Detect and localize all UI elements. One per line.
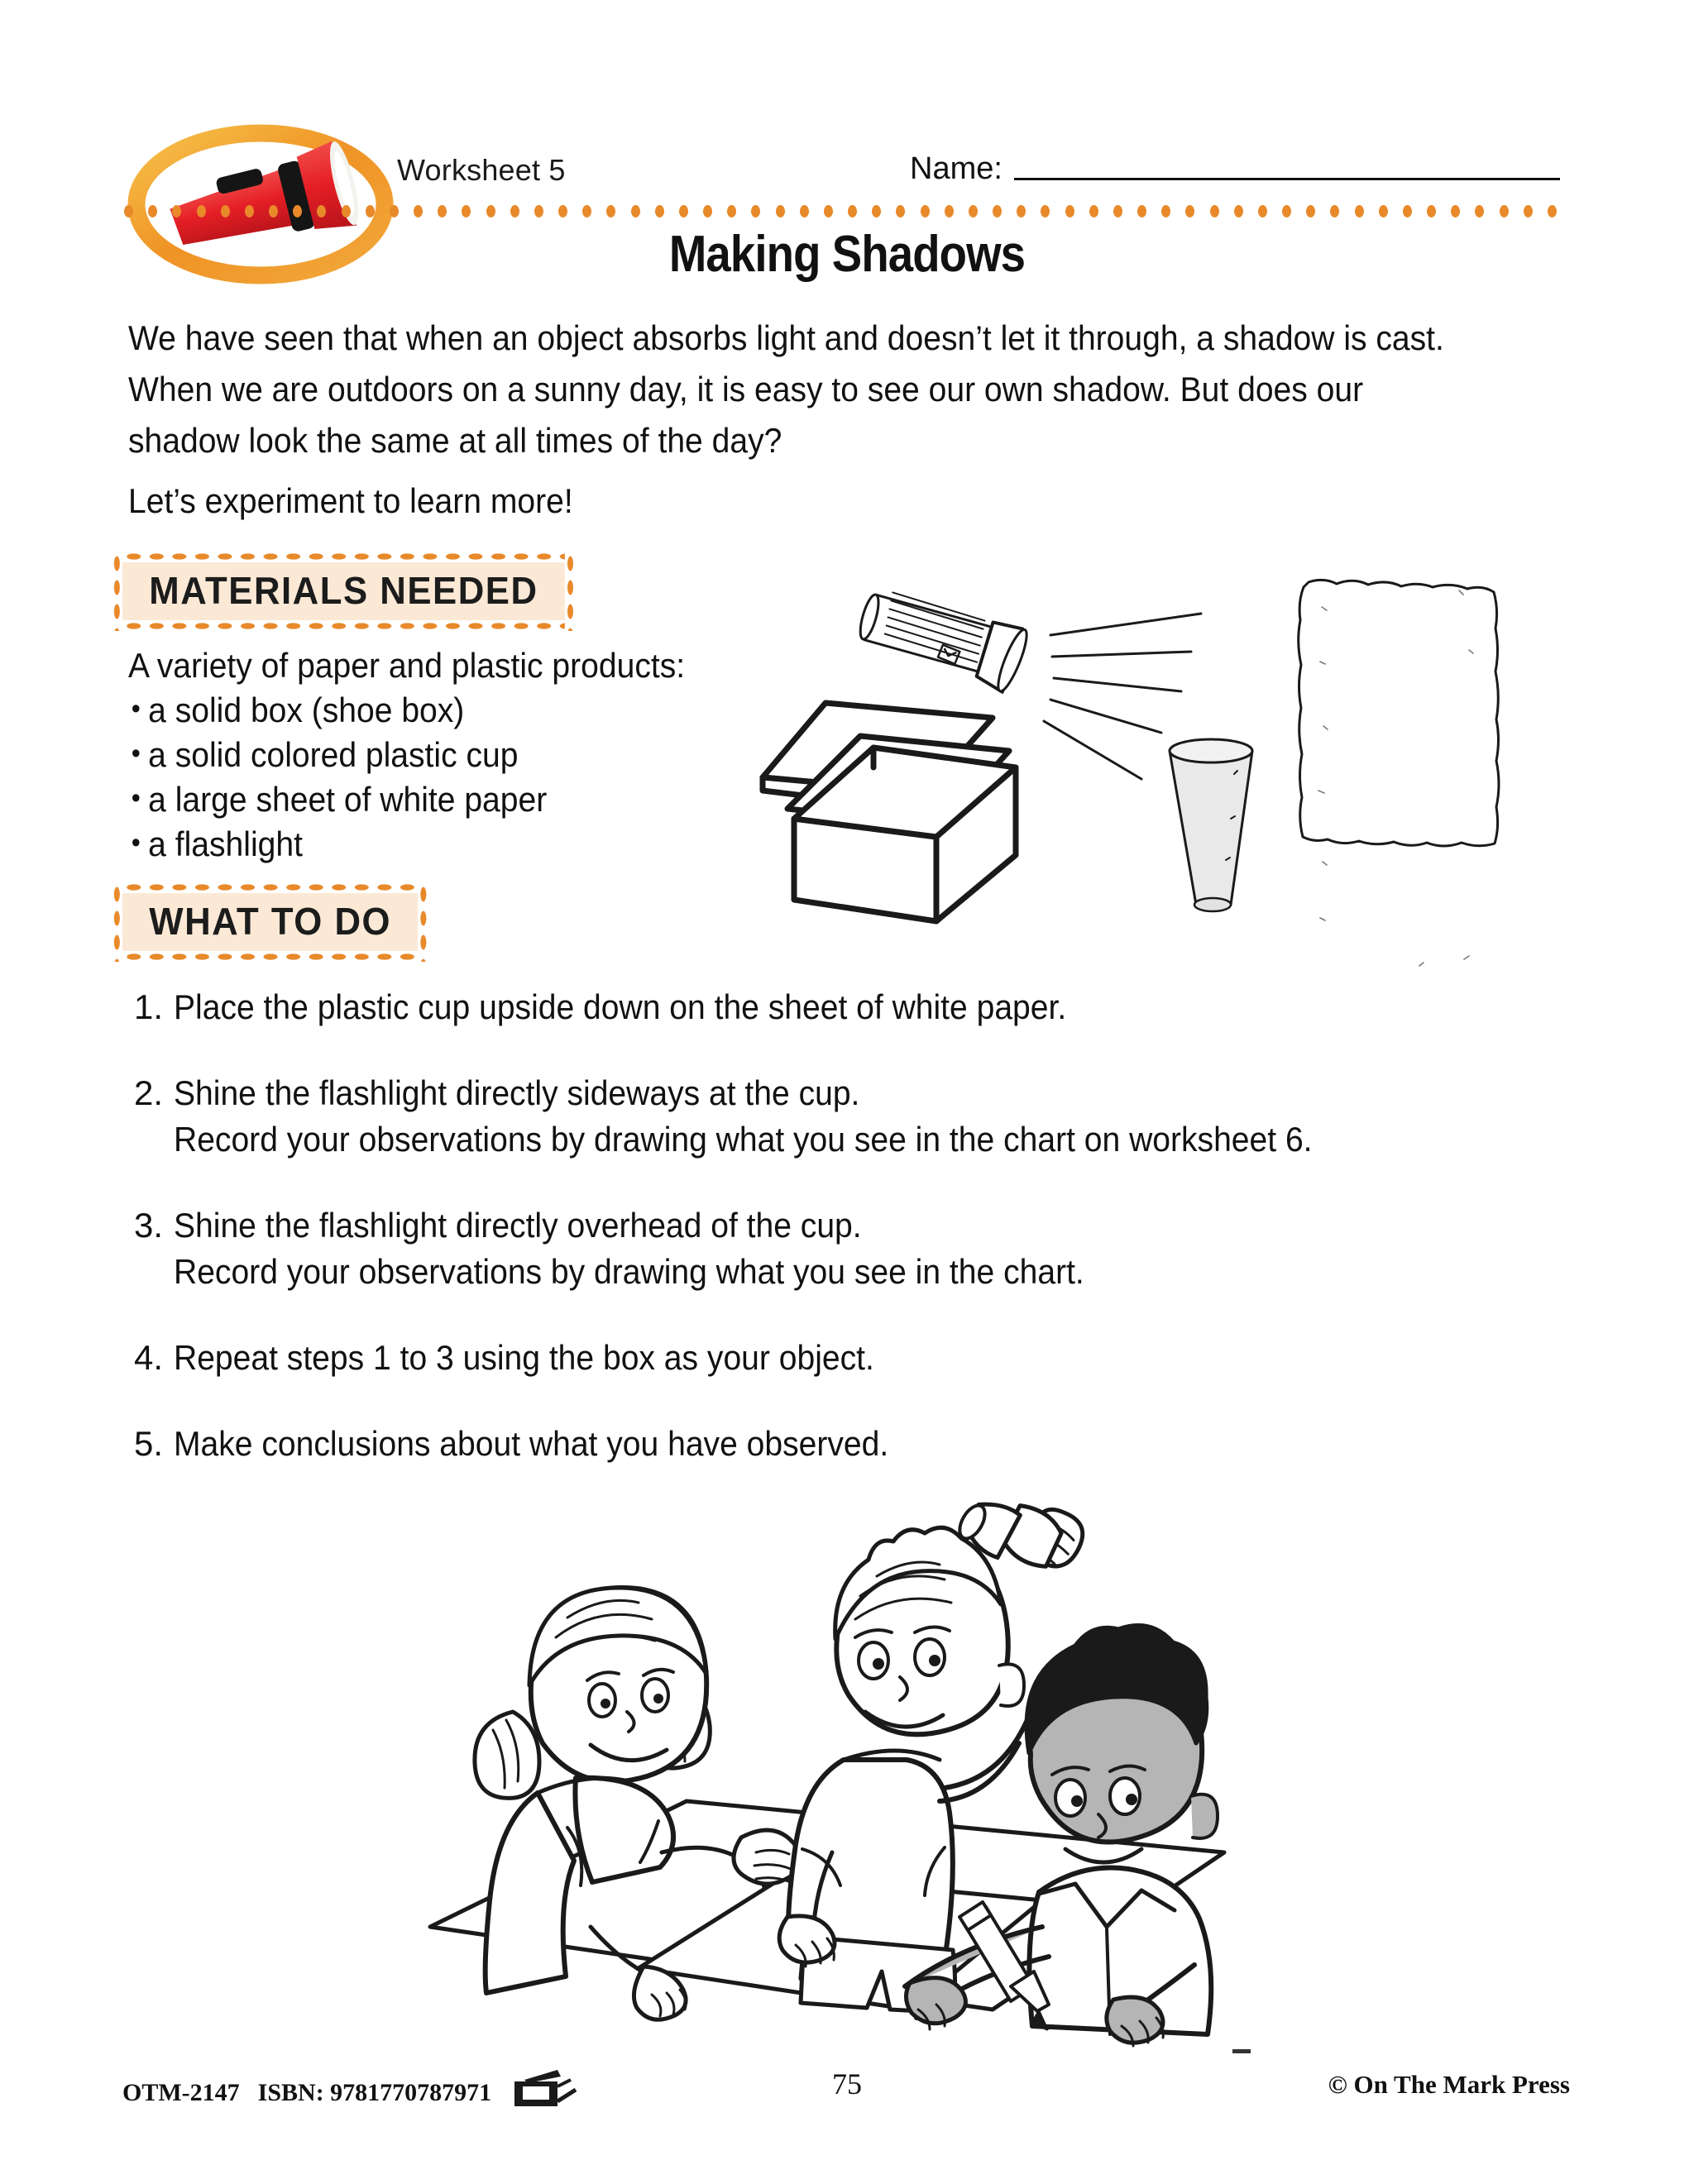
divider-dot <box>462 205 471 217</box>
header-dotted-divider <box>124 205 1572 218</box>
divider-dot <box>1161 205 1170 217</box>
divider-dot <box>558 205 567 217</box>
instruction-step <box>134 1202 1590 1295</box>
dotted-border-left <box>112 552 122 631</box>
what-to-do-heading <box>122 893 418 951</box>
step-number: 5. <box>134 1424 164 1463</box>
step-number: 1. <box>134 987 164 1026</box>
step-body <box>174 984 1590 1030</box>
divider-dot <box>342 205 351 217</box>
divider-dot <box>631 205 640 217</box>
divider-dot <box>848 205 857 217</box>
copyright-text: © On The Mark Press <box>1328 2070 1570 2099</box>
divider-dot <box>679 205 688 217</box>
divider-dot <box>366 205 375 217</box>
divider-dot <box>655 205 664 217</box>
divider-dot <box>269 205 278 217</box>
divider-dot <box>1210 205 1219 217</box>
name-field-group[interactable] <box>910 151 1560 187</box>
materials-needed-heading <box>122 562 565 620</box>
page-number: 75 <box>832 2067 862 2100</box>
divider-dot <box>1185 205 1194 217</box>
material-item: • a solid box (shoe box) <box>128 688 821 733</box>
divider-dot <box>438 205 447 217</box>
step-body <box>174 1202 1590 1295</box>
three-children-experiment-illustration <box>414 1464 1241 2034</box>
step-line: Place the plastic cup upside down on the sheet of white paper. <box>174 987 1067 1026</box>
divider-dot <box>945 205 954 217</box>
materials-heading-text: MATERIALS NEEDED <box>149 569 538 612</box>
divider-dot <box>969 205 978 217</box>
divider-dot <box>1330 205 1339 217</box>
divider-dot <box>824 205 833 217</box>
divider-dot <box>993 205 1002 217</box>
divider-dot <box>1524 205 1533 217</box>
divider-dot <box>1427 205 1436 217</box>
step-line: Record your observations by drawing what you see in the chart on worksheet 6. <box>174 1120 1313 1159</box>
divider-dot <box>197 205 206 217</box>
dotted-border-left <box>112 882 122 962</box>
divider-dot <box>751 205 760 217</box>
step-line: Record your observations by drawing what you see in the chart. <box>174 1252 1084 1291</box>
divider-dot <box>1500 205 1509 217</box>
divider-dot <box>1306 205 1315 217</box>
page-title: Making Shadows <box>668 226 1026 283</box>
material-item: • a large sheet of white paper <box>128 777 821 822</box>
instruction-step <box>134 1070 1590 1163</box>
divider-dot <box>776 205 785 217</box>
divider-dot <box>124 205 133 217</box>
divider-dot <box>1041 205 1050 217</box>
instruction-steps <box>134 984 1590 1507</box>
product-code: OTM-2147 <box>122 2079 240 2106</box>
dotted-border-right <box>419 882 428 962</box>
divider-dot <box>172 205 181 217</box>
name-input-line[interactable] <box>1014 178 1560 180</box>
what-to-do-heading-text: WHAT TO DO <box>149 900 392 943</box>
divider-dot <box>1258 205 1267 217</box>
divider-dot <box>317 205 326 217</box>
step-body <box>174 1070 1590 1163</box>
divider-dot <box>703 205 712 217</box>
instruction-step <box>134 1421 1590 1467</box>
divider-dot <box>872 205 881 217</box>
step-number: 2. <box>134 1073 164 1112</box>
instruction-step <box>134 1335 1590 1381</box>
materials-illustration <box>728 571 1580 926</box>
divider-dot <box>390 205 399 217</box>
divider-dot <box>1379 205 1388 217</box>
divider-dot <box>1475 205 1484 217</box>
step-line: Shine the flashlight directly sideways at the cup. <box>174 1073 860 1112</box>
material-item: • a solid colored plastic cup <box>128 733 821 777</box>
divider-dot <box>582 205 591 217</box>
divider-dot <box>1282 205 1291 217</box>
materials-intro: A variety of paper and plastic products: <box>128 646 686 685</box>
divider-dot <box>800 205 809 217</box>
stray-mark <box>1232 2049 1251 2053</box>
divider-dot <box>921 205 930 217</box>
divider-dot <box>148 205 157 217</box>
call-to-action-text: Let’s experiment to learn more! <box>128 481 573 520</box>
step-body <box>174 1421 1590 1467</box>
divider-dot <box>534 205 543 217</box>
divider-dot <box>896 205 905 217</box>
divider-dot <box>1234 205 1243 217</box>
divider-dot <box>1089 205 1098 217</box>
step-line: Repeat steps 1 to 3 using the box as your object. <box>174 1338 874 1377</box>
divider-dot <box>414 205 423 217</box>
instruction-step <box>134 984 1590 1030</box>
divider-dot <box>1137 205 1146 217</box>
intro-paragraph: We have seen that when an object absorbs light and doesn’t let it through, a shadow is cast. When we are outdoors on a sunny day, it is easy to see our own shadow. But does our shadow look the same at all times of the day? <box>128 318 1444 460</box>
divider-dot <box>293 205 302 217</box>
divider-dot <box>606 205 615 217</box>
divider-dot <box>1065 205 1074 217</box>
dotted-border-right <box>566 552 575 631</box>
divider-dot <box>1113 205 1122 217</box>
divider-dot <box>1451 205 1460 217</box>
divider-dot <box>486 205 495 217</box>
divider-dot <box>1355 205 1364 217</box>
step-line: Make conclusions about what you have observed. <box>174 1424 889 1463</box>
step-number: 3. <box>134 1206 164 1245</box>
divider-dot <box>727 205 736 217</box>
divider-dot <box>1017 205 1026 217</box>
divider-dot <box>1548 205 1557 217</box>
step-body <box>174 1335 1590 1381</box>
page-header <box>0 0 1694 281</box>
material-item: • a flashlight <box>128 822 821 867</box>
divider-dot <box>510 205 519 217</box>
divider-dot <box>1403 205 1412 217</box>
worksheet-label: Worksheet 5 <box>397 153 566 187</box>
name-label: Name: <box>910 151 1003 186</box>
divider-dot <box>221 205 230 217</box>
divider-dot <box>245 205 254 217</box>
isbn-text: ISBN: 9781770787971 <box>257 2079 492 2106</box>
step-number: 4. <box>134 1338 164 1377</box>
step-line: Shine the flashlight directly overhead of the cup. <box>174 1206 862 1245</box>
page-footer <box>0 2062 1694 2119</box>
